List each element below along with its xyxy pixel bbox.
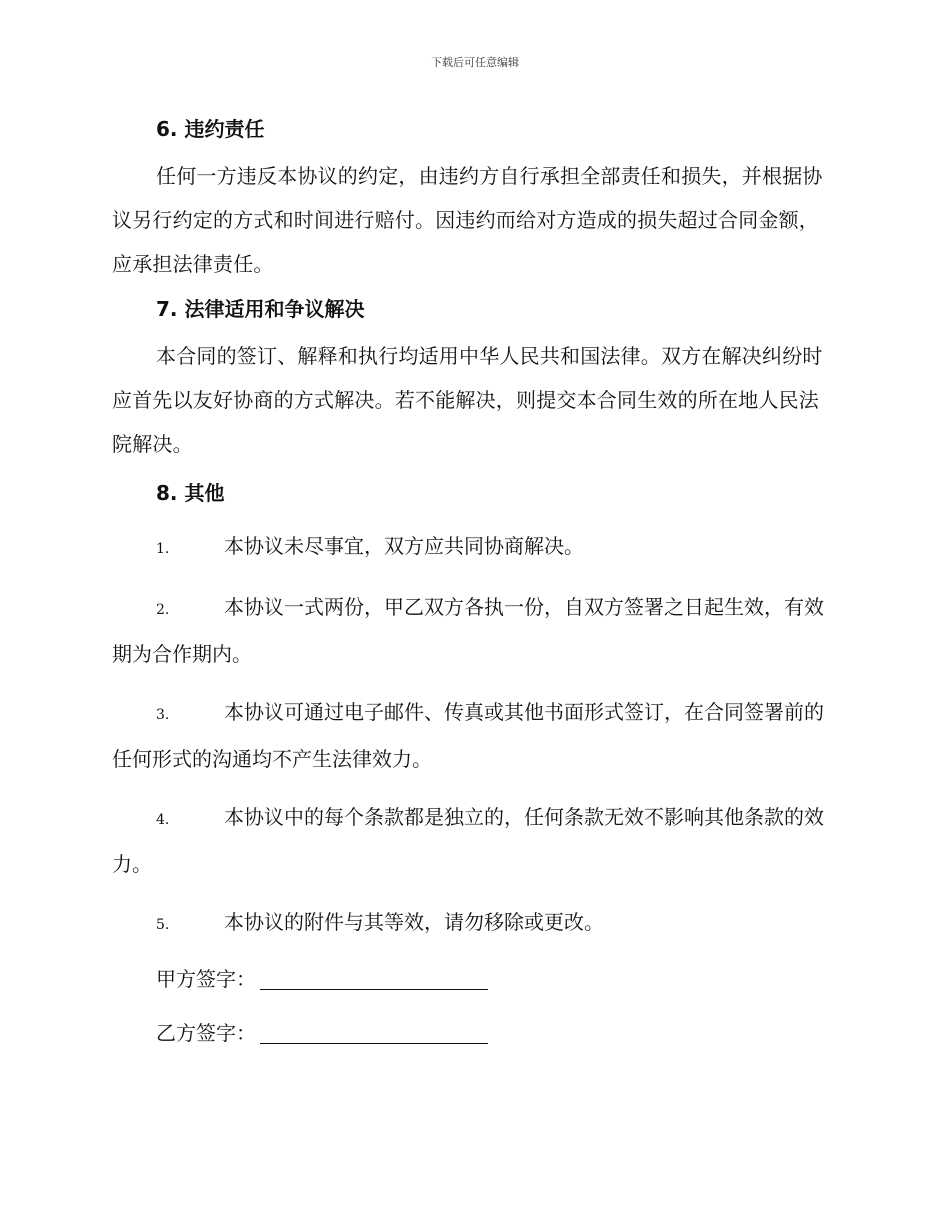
section-7-paragraph: 本合同的签订、解释和执行均适用中华人民共和国法律。双方在解决纠纷时应首先以友好协商的方式解决。若不能解决，则提交本合同生效的所在地人民法院解决。 bbox=[112, 344, 823, 456]
list-item-1 bbox=[112, 524, 838, 571]
list-item-text: 本协议可通过电子邮件、传真或其他书面形式签订，在合同签署前的任何形式的沟通均不产生法律效力。 bbox=[112, 700, 824, 771]
list-item-3 bbox=[112, 690, 838, 781]
party-b-signature-line[interactable] bbox=[260, 1019, 488, 1044]
section-6-title: 6. 违约责任 bbox=[156, 117, 265, 141]
list-item-number: 4. bbox=[156, 812, 170, 828]
section-8-title: 8. 其他 bbox=[156, 481, 225, 505]
list-item-text: 本协议未尽事宜，双方应共同协商解决。 bbox=[224, 534, 584, 558]
party-a-signature bbox=[112, 959, 838, 999]
party-a-signature-label: 甲方签字： bbox=[156, 967, 256, 991]
document-body bbox=[112, 112, 838, 1053]
list-item-number: 2. bbox=[156, 602, 170, 618]
list-item-text: 本协议一式两份，甲乙双方各执一份，自双方签署之日起生效，有效期为合作期内。 bbox=[112, 595, 824, 666]
party-a-signature-line[interactable] bbox=[260, 965, 488, 990]
list-item-number: 3. bbox=[156, 707, 170, 723]
party-b-signature bbox=[112, 1013, 838, 1053]
party-b-signature-label: 乙方签字： bbox=[156, 1021, 256, 1045]
list-item-text: 本协议的附件与其等效，请勿移除或更改。 bbox=[224, 910, 604, 934]
list-item-5 bbox=[112, 900, 838, 947]
section-6-paragraph: 任何一方违反本协议的约定，由违约方自行承担全部责任和损失，并根据协议另行约定的方式和时间进行赔付。因违约而给对方造成的损失超过合同金额，应承担法律责任。 bbox=[112, 164, 823, 276]
section-7-title: 7. 法律适用和争议解决 bbox=[156, 297, 365, 321]
list-item-text: 本协议中的每个条款都是独立的，任何条款无效不影响其他条款的效力。 bbox=[112, 805, 824, 876]
list-item-number: 1. bbox=[156, 541, 170, 557]
page-header: 下载后可任意编辑 bbox=[431, 56, 519, 69]
list-item-4 bbox=[112, 795, 838, 886]
list-item-number: 5. bbox=[156, 917, 170, 933]
list-item-2 bbox=[112, 585, 838, 676]
